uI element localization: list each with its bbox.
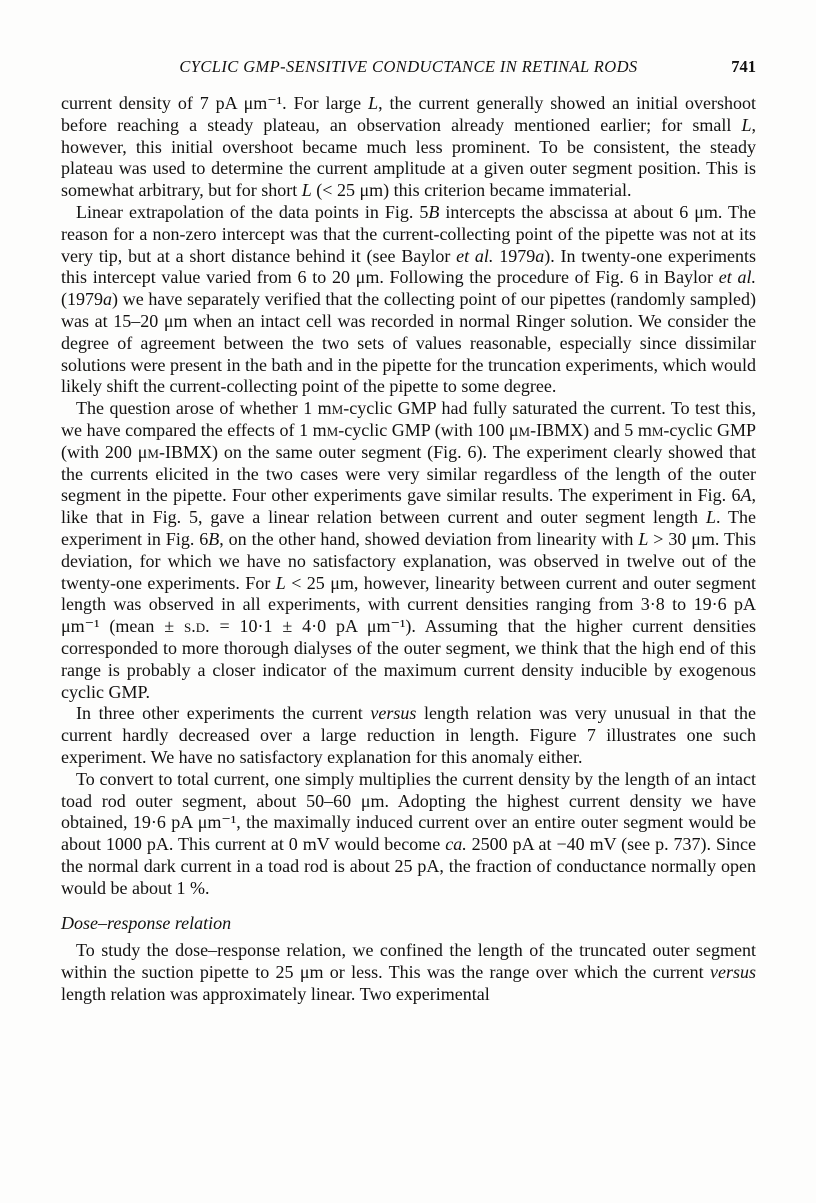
page-header xyxy=(61,57,756,79)
running-title: CYCLIC GMP-SENSITIVE CONDUCTANCE IN RETINAL RODS xyxy=(179,57,638,76)
paragraph-total-current: To convert to total current, one simply multiplies the current density by the length of an intact toad rod outer segment, about 50–60 μm. Adopting the highest current density we have obtained, 19·6 pA μm⁻¹, the maximally induced current over an entire outer segment would be about 1000 pA. This current at 0 mV would become ca. 2500 pA at −40 mV (see p. 737). Since the normal dark current in a toad rod is about 25 pA, the fraction of conductance normally open would be about 1 %. xyxy=(61,768,756,898)
article-body xyxy=(61,93,756,1006)
paragraph-dose-response-intro: To study the dose–response relation, we confined the length of the truncated outer segment within the suction pipette to 25 μm or less. This was the range over which the current versus length relation was approximately linear. Two experimental xyxy=(61,940,756,1004)
paragraph-linear-extrapolation: Linear extrapolation of the data points in Fig. 5B intercepts the abscissa at about 6 μm. The reason for a non-zero intercept was that the current-collecting point of the pipette was not at its very tip, but at a short distance behind it (see Baylor et al. 1979a). In twenty-one experiments this intercept value varied from 6 to 20 μm. Following the procedure of Fig. 6 in Baylor et al. (1979a) we have separately verified that the collecting point of our pipettes (randomly sampled) was at 15–20 μm when an intact cell was recorded in normal Ringer solution. We consider the degree of agreement between the two sets of values reasonable, especially since dissimilar solutions were present in the bath and in the pipette for the truncation experiments, which would likely shift the current-collecting point of the pipette to some degree. xyxy=(61,201,757,397)
paragraph-current-density: current density of 7 pA μm⁻¹. For large L, the current generally showed an initial overshoot before reaching a steady plateau, an observation already mentioned earlier; for small L, however, this initial overshoot became much less prominent. To be consistent, the steady plateau was used to determine the current amplitude at a given outer segment position. This is somewhat arbitrary, but for short L (< 25 μm) this criterion became immaterial. xyxy=(61,93,756,201)
text-column xyxy=(61,57,756,1006)
page-number: 741 xyxy=(731,57,756,76)
paragraph-saturation-question: The question arose of whether 1 mm-cyclic GMP had fully saturated the current. To test this, we have compared the effects of 1 mm-cyclic GMP (with 100 μm-IBMX) and 5 mm-cyclic GMP (with 200 μm-IBMX) on the same outer segment (Fig. 6). The experiment clearly showed that the currents elicited in the two cases were very similar regardless of the length of the outer segment in the pipette. Four other experiments gave similar results. The experiment in Fig. 6A, like that in Fig. 5, gave a linear relation between current and outer segment length L. The experiment in Fig. 6B, on the other hand, showed deviation from linearity with L > 30 μm. This deviation, for which we have no satisfactory explanation, was observed in twelve out of the twenty-one experiments. For L < 25 μm, however, linearity between current and outer segment length was observed in all experiments, with current densities ranging from 3·8 to 19·6 pA μm⁻¹ (mean ± s.d. = 10·1 ± 4·0 pA μm⁻¹). Assuming that the higher current densities corresponded to more thorough dialyses of the outer segment, we think that the high end of this range is probably a closer indicator of the maximum current density inducible by exogenous cyclic GMP. xyxy=(61,398,756,702)
paragraph-anomalous-experiments: In three other experiments the current versus length relation was very unusual in that the current hardly decreased over a large reduction in length. Figure 7 illustrates one such experiment. We have no satisfactory explanation for this anomaly either. xyxy=(61,703,756,767)
section-heading-dose-response: Dose–response relation xyxy=(61,913,232,934)
